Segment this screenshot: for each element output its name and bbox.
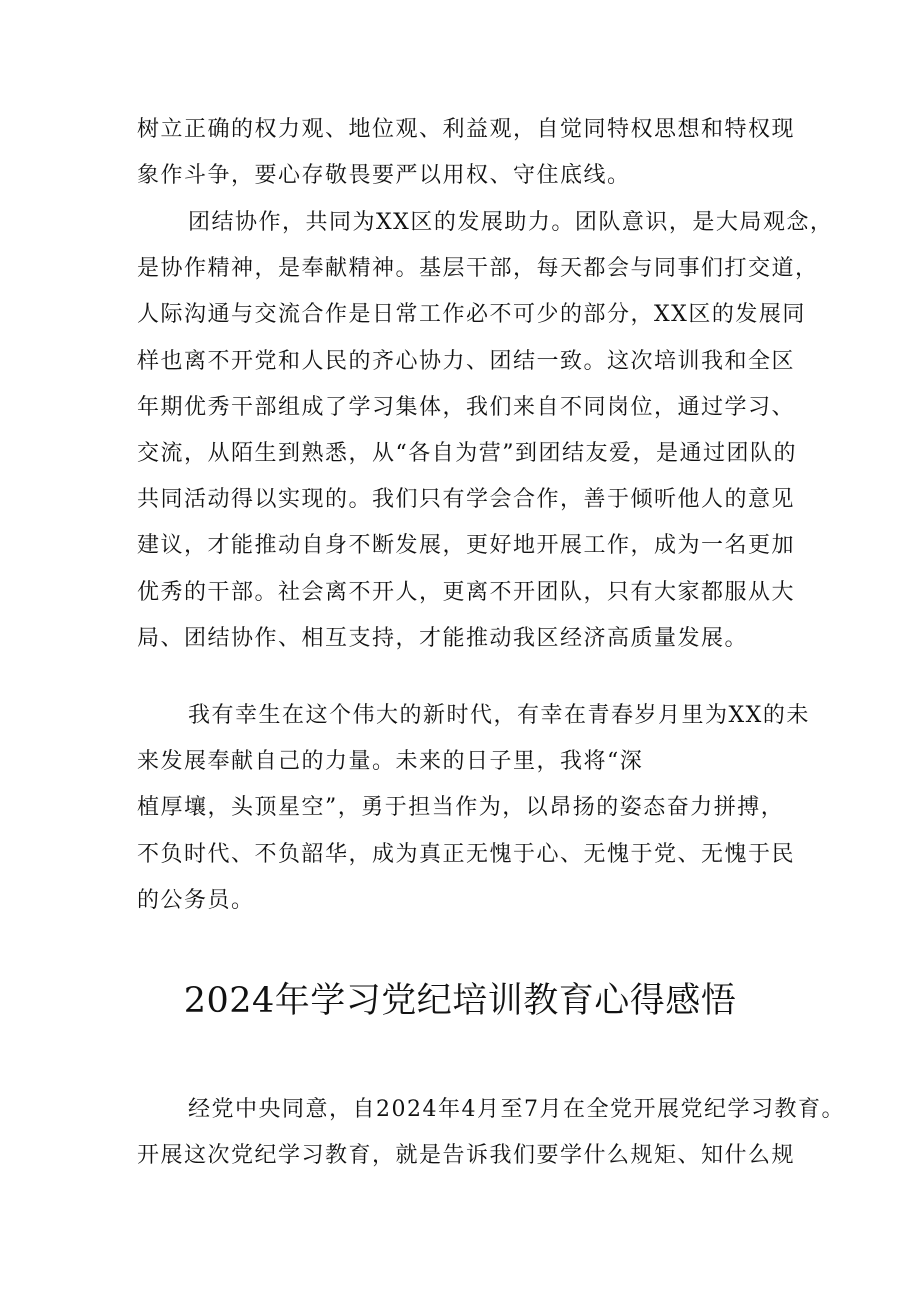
paragraph-line: 共同活动得以实现的。我们只有学会合作，善于倾听他人的意见	[137, 487, 796, 513]
paragraph-3	[137, 693, 810, 924]
paragraph-line: 经党中央同意，自2024年4月至7月在全党开展党纪学习教育。	[188, 1097, 845, 1122]
paragraph-line: 团结协作，共同为XX区的发展助力。团队意识，是大局观念，	[188, 210, 834, 235]
paragraph-4	[137, 1087, 845, 1179]
section-title: 2024年学习党纪培训教育心得感悟	[183, 981, 737, 1021]
paragraph-line: 开展这次党纪学习教育，就是告诉我们要学什么规矩、知什么规	[137, 1143, 796, 1169]
paragraph-line: 样也离不开党和人民的齐心协力、团结一致。这次培训我和全区	[137, 348, 796, 374]
paragraph-line: 植厚壤，头顶星空”，勇于担当作为，以昂扬的姿态奋力拼搏，	[137, 795, 785, 821]
paragraph-line: 不负时代、不负韶华，成为真正无愧于心、无愧于党、无愧于民	[137, 841, 796, 867]
paragraph-line: 来发展奉献自己的力量。未来的日子里，我将“深	[137, 749, 644, 775]
paragraph-line: 局、团结协作、相互支持，才能推动我区经济高质量发展。	[137, 625, 749, 651]
paragraph-line: 优秀的干部。社会离不开人，更离不开团队，只有大家都服从大	[137, 579, 796, 605]
paragraph-line: 我有幸生在这个伟大的新时代，有幸在青春岁月里为XX的未	[188, 703, 810, 728]
paragraph-line: 交流，从陌生到熟悉，从“各自为营”到团结友爱，是通过团队的	[137, 440, 797, 466]
paragraph-line: 建议，才能推动自身不断发展，更好地开展工作，成为一名更加	[137, 533, 796, 559]
paragraph-line: 树立正确的权力观、地位观、利益观，自觉同特权思想和特权现	[137, 117, 796, 142]
paragraph-line: 人际沟通与交流合作是日常工作必不可少的部分，XX区的发展同	[137, 302, 806, 328]
paragraph-line: 的公务员。	[137, 887, 255, 913]
paragraph-line: 是协作精神，是奉献精神。基层干部，每天都会与同事们打交道，	[137, 256, 819, 282]
paragraph-1	[137, 107, 797, 199]
paragraph-line: 年期优秀干部组成了学习集体，我们来自不同岗位，通过学习、	[137, 394, 796, 420]
paragraph-2	[137, 200, 834, 662]
paragraph-line: 象作斗争，要心存敬畏要严以用权、守住底线。	[137, 163, 631, 189]
